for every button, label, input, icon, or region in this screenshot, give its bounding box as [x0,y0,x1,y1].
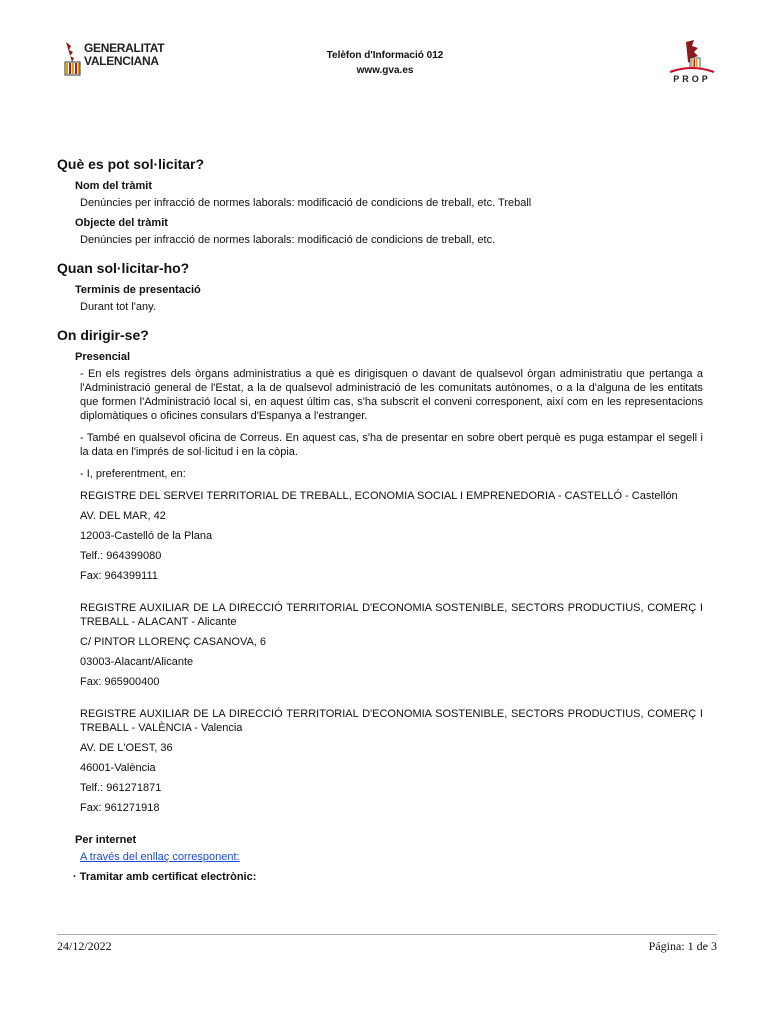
generalitat-wordmark: GENERALITAT VALENCIANA [84,41,165,68]
footer-page-number: Página: 1 de 3 [648,939,717,953]
paragraph: - En els registres dels òrgans administratius a què es dirigisquen o davant de qualsevol òrgan administratiu que pertanga a l'Administració general de l'Estat, a la de qualsevol administració de les comunitats autònomes, o a la d'alguna de les entitats que formen l'Administració local si, en aquest últim cas, s'ha subscrit el conveni corresponent, així com en les representacions diplomàtiques o oficines consulars d'Espanya a l'estranger. [80,368,703,422]
field-label: Terminis de presentació [75,284,201,296]
section-what [57,157,703,247]
section-title: On dirigir-se? [57,327,149,343]
office-entry [80,489,703,583]
field-label: Objecte del tràmit [75,217,168,229]
section-when [57,261,703,314]
field-value: Denúncies per infracció de normes laborals: modificació de condicions de treball, etc. [80,234,496,246]
office-fax: Fax: 965900400 [80,676,160,688]
field-label: Per internet [75,834,137,846]
office-fax: Fax: 964399111 [80,570,158,582]
office-entry [80,601,703,689]
office-phone: Telf.: 964399080 [80,550,162,562]
document-body [57,157,703,898]
prop-wordmark: PROP [673,74,711,84]
procedure-link[interactable]: A través del enllaç corresponent: [80,851,240,863]
office-name: REGISTRE AUXILIAR DE LA DIRECCIÓ TERRITORIAL D'ECONOMIA SOSTENIBLE, SECTORS PRODUCTIUS, COMERÇ I TREBALL - ALACANT - Alicante [80,602,703,628]
certificate-label: · Tramitar amb certificat electrònic: [73,871,257,883]
office-name: REGISTRE DEL SERVEI TERRITORIAL DE TREBALL, ECONOMIA SOCIAL I EMPRENEDORIA - CASTELLÓ - Castellón [80,490,678,502]
office-phone: Telf.: 961271871 [80,782,162,794]
page-header [0,38,770,98]
office-entry [80,707,703,815]
header-website: www.gva.es [356,65,414,76]
footer-date: 24/12/2022 [57,939,112,953]
field-label: Nom del tràmit [75,180,153,192]
header-contact [0,48,770,78]
page-footer [57,934,717,953]
presencial-text [80,367,703,481]
office-city: 46001-València [80,762,156,774]
office-address: AV. DEL MAR, 42 [80,510,166,522]
paragraph: - I, preferentment, en: [80,468,186,480]
office-name: REGISTRE AUXILIAR DE LA DIRECCIÓ TERRITORIAL D'ECONOMIA SOSTENIBLE, SECTORS PRODUCTIUS, COMERÇ I TREBALL - VALÈNCIA - Valencia [80,708,703,734]
field-value: Durant tot l'any. [80,301,156,313]
prop-emblem-icon [668,38,716,74]
section-where [57,328,703,884]
paragraph: - També en qualsevol oficina de Correus. En aquest cas, s'ha de presentar en sobre obert perquè es puga estampar el segell i la data en l'imprés de sol·licitud i en la còpia. [80,432,703,458]
office-city: 03003-Alacant/Alicante [80,656,194,668]
section-title: Què es pot sol·licitar? [57,156,205,172]
office-fax: Fax: 961271918 [80,802,160,814]
section-title: Quan sol·licitar-ho? [57,260,190,276]
office-address: AV. DE L'OEST, 36 [80,742,173,754]
field-label: Presencial [75,351,131,363]
office-city: 12003-Castelló de la Plana [80,530,213,542]
prop-logo [668,38,716,88]
header-phone: Telèfon d'Informació 012 [326,50,444,61]
field-value: Denúncies per infracció de normes laborals: modificació de condicions de treball, etc. Treball [80,197,532,209]
office-address: C/ PINTOR LLORENÇ CASANOVA, 6 [80,636,267,648]
